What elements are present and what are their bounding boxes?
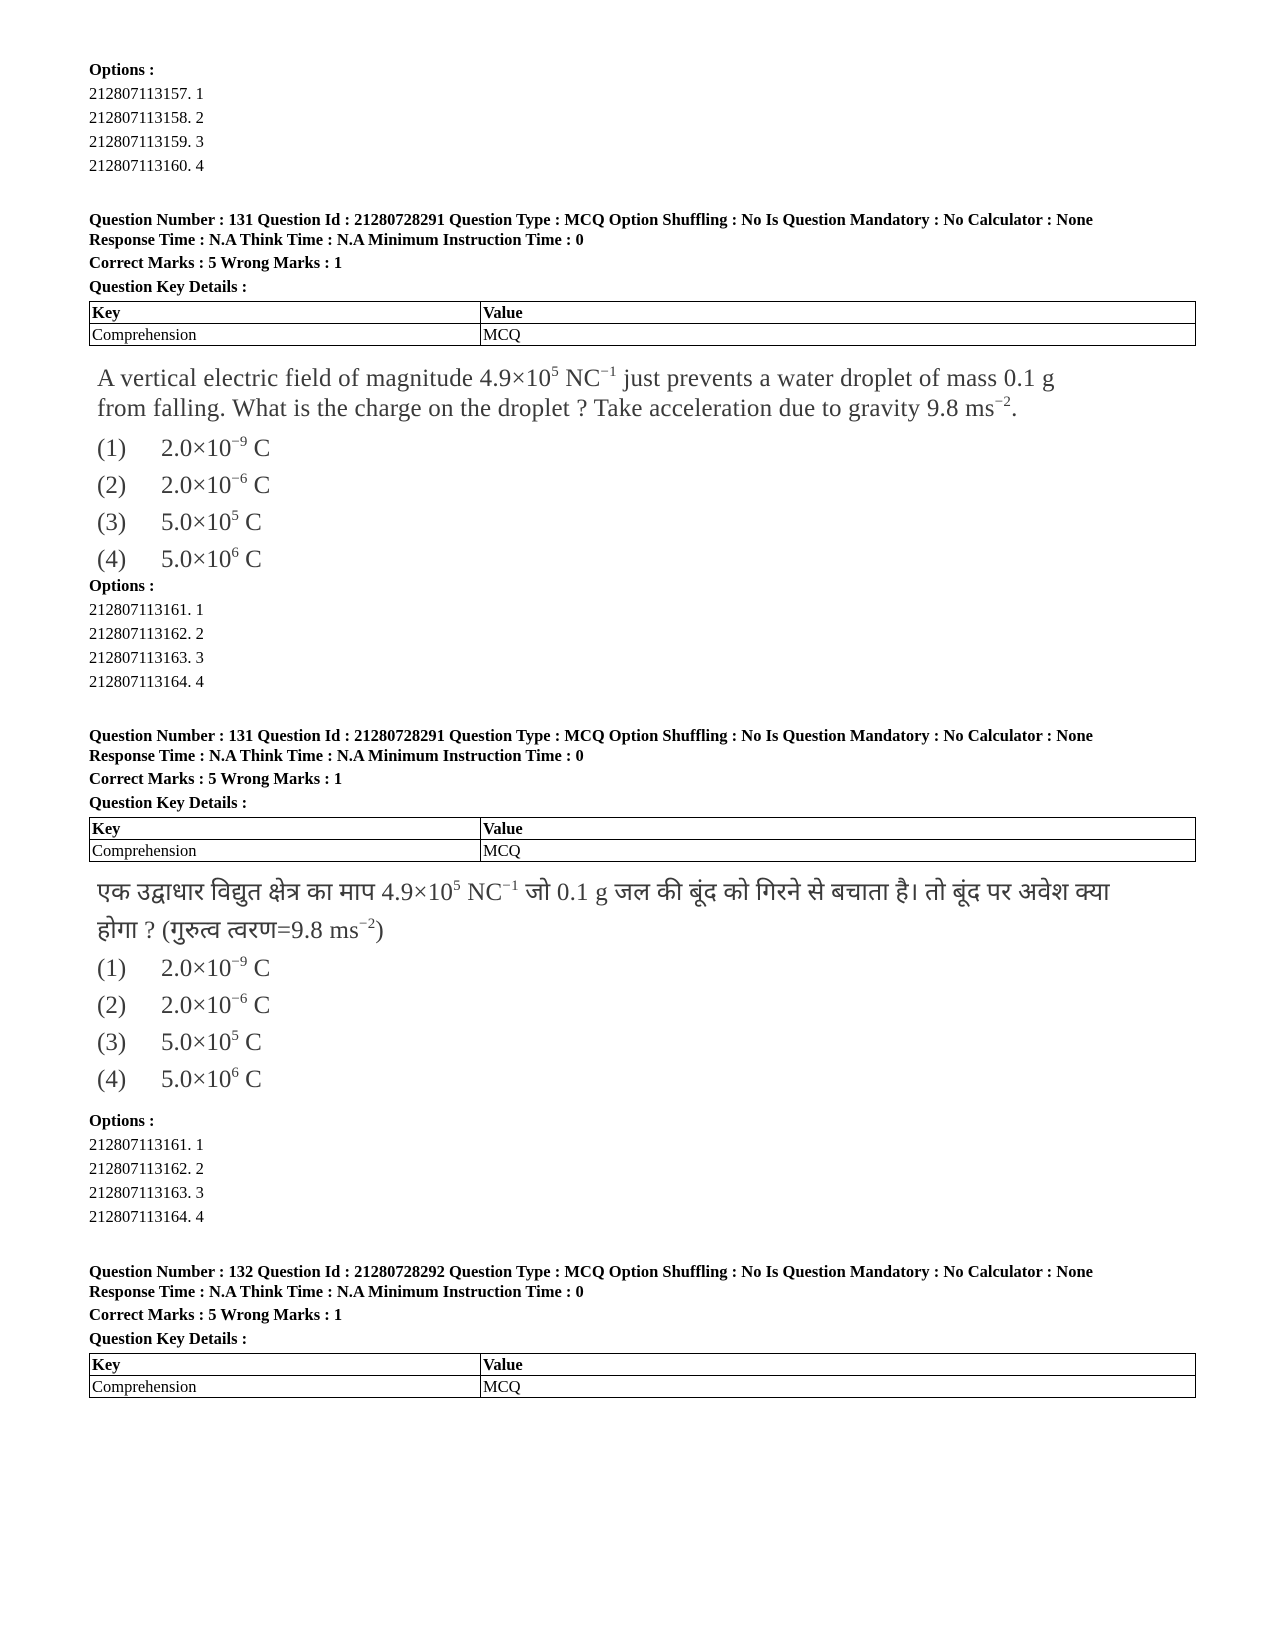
choice-unit: C [238,546,262,573]
stem-text: ) [375,917,384,944]
question-image-english [97,364,1217,578]
options-header: Options : [89,60,155,79]
table-header-row [90,302,1196,324]
stem-exponent: −2 [994,394,1012,410]
key-cell: Comprehension [90,324,481,346]
value-cell: MCQ [481,324,1196,346]
stem-text: NC [558,365,601,392]
key-header: Key [90,1354,481,1376]
stem-text: एक उद्वाधार विद्युत क्षेत्र का माप 4.9×10 [97,879,454,906]
option-item: 212807113158. 2 [89,108,204,127]
options-header: Options : [89,576,155,595]
question-key-table-2 [89,817,1196,862]
choice-value: 5.0×10 [161,1029,232,1056]
choice-value: 2.0×10 [161,435,232,462]
option-item: 212807113159. 3 [89,132,204,151]
table-row [90,324,1196,346]
question-meta-line: Question Number : 131 Question Id : 21280728291 Question Type : MCQ Option Shuffling : No Is Question Mandatory : No Calculator : None [89,726,1093,745]
table-header-row [90,1354,1196,1376]
options-block-2 [89,1109,204,1229]
stem-text: होगा ? (गुरुत्व त्वरण=9.8 ms [97,917,360,944]
question-meta-line: Correct Marks : 5 Wrong Marks : 1 [89,769,343,788]
value-header: Value [481,1354,1196,1376]
value-cell: MCQ [481,840,1196,862]
choice-exponent: −9 [231,954,248,970]
key-cell: Comprehension [90,840,481,862]
choice-exponent: −6 [231,471,248,487]
option-item: 212807113160. 4 [89,156,204,175]
key-header: Key [90,818,481,840]
option-item: 212807113162. 2 [89,1159,204,1178]
stem-text: just prevents a water droplet of mass 0.1 g [616,365,1055,392]
option-item: 212807113163. 3 [89,1183,204,1202]
choice-unit: C [238,1066,262,1093]
question-meta-2 [89,726,1209,815]
stem-exponent: 5 [551,364,559,380]
question-stem-line [97,874,1217,912]
choice-exponent: 5 [231,1028,239,1044]
stem-exponent: −1 [502,878,519,894]
choice-number: (4) [97,546,127,573]
choice-unit: C [247,435,271,462]
key-cell: Comprehension [90,1376,481,1398]
choice-unit: C [247,955,271,982]
option-item: 212807113161. 1 [89,600,204,619]
choice-exponent: 5 [231,508,239,524]
option-item: 212807113163. 3 [89,648,204,667]
choice-value: 2.0×10 [161,472,232,499]
answer-choice [97,1024,1217,1061]
question-meta-line: Response Time : N.A Think Time : N.A Minimum Instruction Time : 0 [89,1282,584,1301]
options-block-0 [89,58,204,178]
choice-value: 5.0×10 [161,546,232,573]
table-row [90,840,1196,862]
table-row [90,1376,1196,1398]
question-key-details-label: Question Key Details : [89,277,248,296]
stem-text: from falling. What is the charge on the droplet ? Take acceleration due to gravity 9.8 ms [97,395,995,422]
question-meta-line: Question Number : 131 Question Id : 21280728291 Question Type : MCQ Option Shuffling : No Is Question Mandatory : No Calculator : None [89,210,1093,229]
choice-number: (1) [97,435,127,462]
choice-value: 5.0×10 [161,1066,232,1093]
choice-value: 5.0×10 [161,509,232,536]
option-item: 212807113162. 2 [89,624,204,643]
question-meta-1 [89,210,1209,299]
question-key-details-label: Question Key Details : [89,1329,248,1348]
stem-text: A vertical electric field of magnitude 4.9×10 [97,365,552,392]
answer-choice [97,1061,1217,1098]
stem-exponent: −2 [359,916,376,932]
answer-choice [97,987,1217,1024]
question-stem-line [97,364,1217,394]
options-header: Options : [89,1111,155,1130]
answer-choice [97,504,1217,541]
value-header: Value [481,818,1196,840]
choice-number: (3) [97,1029,127,1056]
choice-value: 2.0×10 [161,992,232,1019]
options-block-1 [89,574,204,694]
question-stem-line [97,912,1217,950]
stem-text: जो 0.1 g जल की बूंद को गिरने से बचाता है। तो बूंद पर अवेश क्या [518,879,1110,906]
stem-exponent: 5 [453,878,461,894]
choice-exponent: 6 [231,545,239,561]
option-item: 212807113157. 1 [89,84,204,103]
choice-exponent: −6 [231,991,248,1007]
choice-number: (2) [97,472,127,499]
question-meta-3 [89,1262,1209,1351]
stem-text: NC [460,879,503,906]
choice-unit: C [238,509,262,536]
choice-number: (3) [97,509,127,536]
question-meta-line: Response Time : N.A Think Time : N.A Minimum Instruction Time : 0 [89,230,584,249]
table-header-row [90,818,1196,840]
value-cell: MCQ [481,1376,1196,1398]
question-meta-line: Correct Marks : 5 Wrong Marks : 1 [89,253,343,272]
question-key-table-3 [89,1353,1196,1398]
question-meta-line: Question Number : 132 Question Id : 21280728292 Question Type : MCQ Option Shuffling : No Is Question Mandatory : No Calculator : None [89,1262,1093,1281]
stem-text: . [1011,395,1018,422]
question-image-hindi [97,874,1217,1098]
option-item: 212807113161. 1 [89,1135,204,1154]
answer-choice [97,430,1217,467]
question-stem-line [97,394,1217,424]
choice-number: (2) [97,992,127,1019]
question-meta-line: Correct Marks : 5 Wrong Marks : 1 [89,1305,343,1324]
choice-unit: C [247,992,271,1019]
choice-exponent: 6 [231,1065,239,1081]
option-item: 212807113164. 4 [89,672,204,691]
answer-choice [97,541,1217,578]
choice-number: (4) [97,1066,127,1093]
key-header: Key [90,302,481,324]
stem-exponent: −1 [600,364,617,380]
choice-exponent: −9 [231,434,248,450]
answer-choice [97,467,1217,504]
option-item: 212807113164. 4 [89,1207,204,1226]
answer-choice [97,950,1217,987]
choice-number: (1) [97,955,127,982]
choice-unit: C [238,1029,262,1056]
question-key-details-label: Question Key Details : [89,793,248,812]
choice-unit: C [247,472,271,499]
question-meta-line: Response Time : N.A Think Time : N.A Minimum Instruction Time : 0 [89,746,584,765]
choice-value: 2.0×10 [161,955,232,982]
value-header: Value [481,302,1196,324]
question-key-table-1 [89,301,1196,346]
